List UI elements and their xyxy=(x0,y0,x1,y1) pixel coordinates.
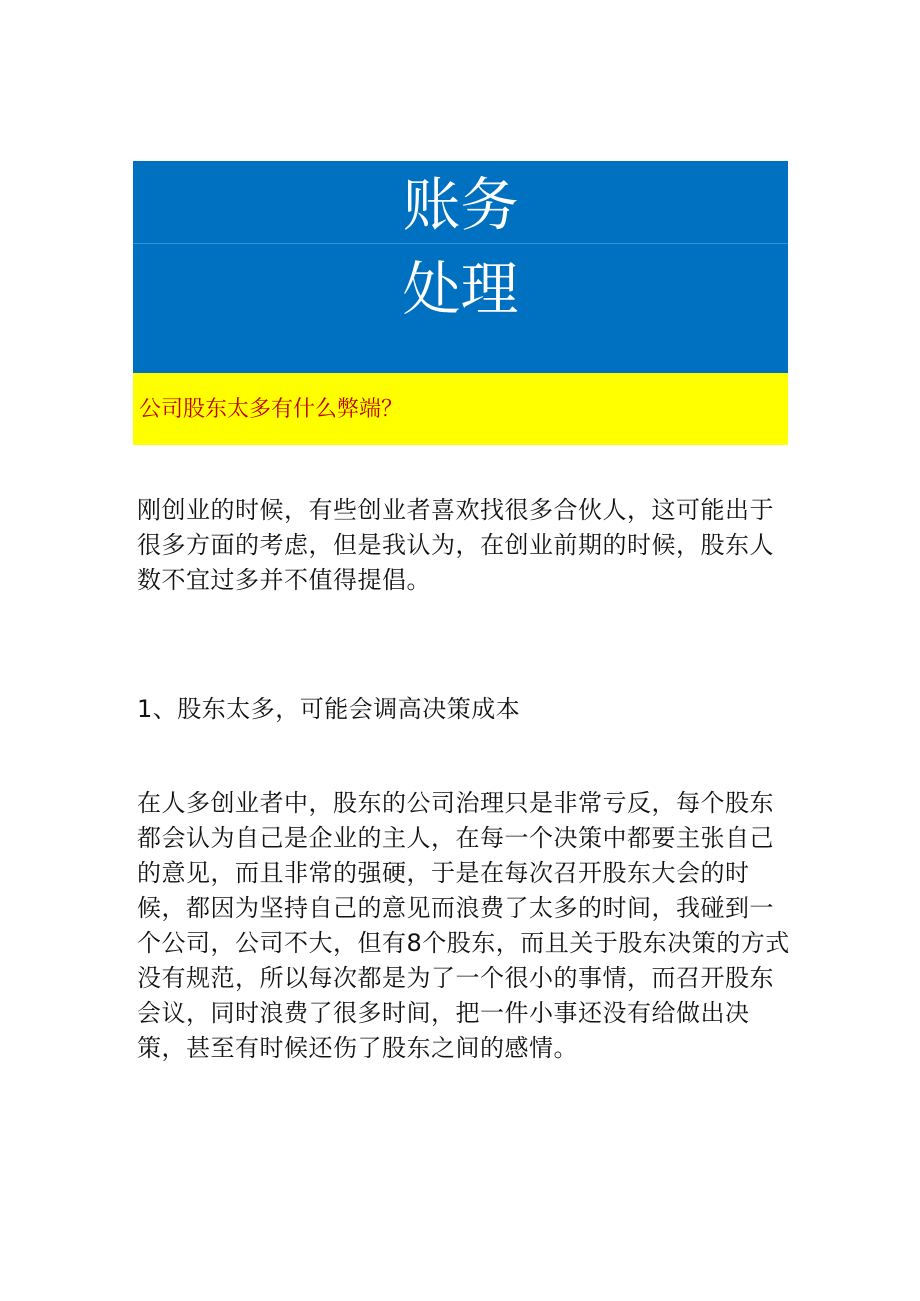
subtitle-bar xyxy=(133,373,788,445)
subtitle-question: 公司股东太多有什么弊端？ xyxy=(139,397,404,422)
intro-paragraph: 刚创业的时候，有些创业者喜欢找很多合伙人，这可能出于很多方面的考虑，但是我认为，在创业前期的时候，股东人数不宜过多并不值得提倡。 xyxy=(137,496,774,594)
section-paragraph: 在人多创业者中，股东的公司治理只是非常亏反，每个股东都会认为自己是企业的主人，在每一个决策中都要主张自己的意见，而且非常的强硬，于是在每次召开股东大会的时候，都因为坚持自己的意见而浪费了太多的时间，我碰到一个公司，公司不大，但有8个股东，而且关于股东决策的方式没有规范，所以每次都是为了一个很小的事情，而召开股东会议，同时浪费了很多时间，把一件小事还没有给做出决策，甚至有时候还伤了股东之间的感情。 xyxy=(137,789,790,1062)
section-heading: 1、股东太多，可能会调高决策成本 xyxy=(137,695,521,723)
banner-title-line-2: 处理 xyxy=(402,255,519,323)
banner-title-line-1: 账务 xyxy=(402,171,519,239)
title-banner xyxy=(133,161,788,373)
banner-divider xyxy=(133,243,788,244)
